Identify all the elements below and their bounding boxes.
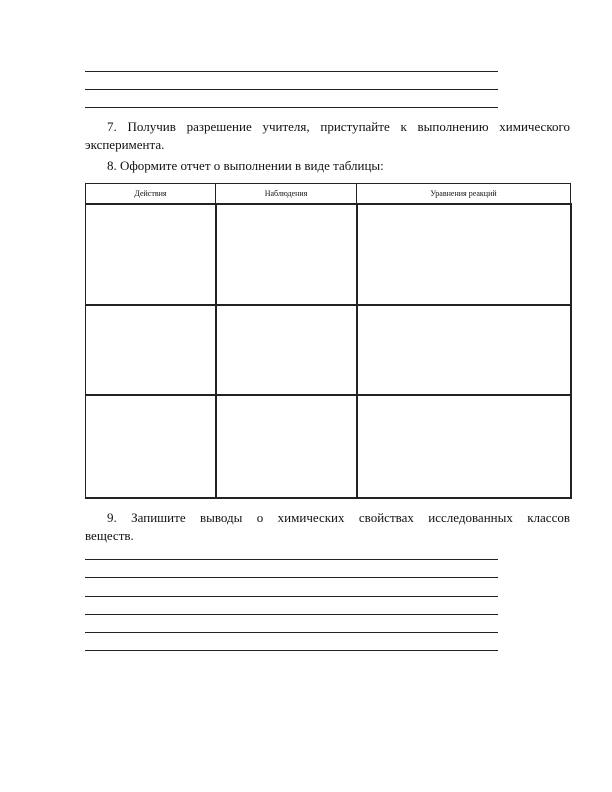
- answer-line: [85, 577, 498, 578]
- answer-line: [85, 650, 498, 651]
- answer-line: [85, 596, 498, 597]
- answer-line: [85, 107, 498, 108]
- table-cell[interactable]: [216, 204, 357, 305]
- instruction-9-line-2: веществ.: [85, 528, 134, 543]
- report-table: [85, 183, 572, 499]
- header-reaction-equations: Уравнения реакций: [357, 184, 571, 205]
- answer-line: [85, 71, 498, 72]
- table-cell[interactable]: [216, 395, 357, 498]
- table-cell[interactable]: [86, 204, 216, 305]
- table-header-row: [86, 184, 571, 205]
- instruction-7-line-2: эксперимента.: [85, 137, 165, 152]
- table-cell[interactable]: [86, 395, 216, 498]
- header-observations: Наблюдения: [216, 184, 357, 205]
- table-cell[interactable]: [357, 395, 571, 498]
- answer-line: [85, 632, 498, 633]
- instruction-7: [85, 118, 570, 154]
- header-actions: Действия: [86, 184, 216, 205]
- answer-line: [85, 614, 498, 615]
- table-row: [86, 204, 571, 305]
- table-cell[interactable]: [86, 305, 216, 395]
- instruction-9-line-1: 9. Запишите выводы о химических свойствах исследованных классов: [107, 510, 570, 525]
- instruction-7-line-1: 7. Получив разрешение учителя, приступайте к выполнению химического: [107, 119, 570, 134]
- table-row: [86, 395, 571, 498]
- table-cell[interactable]: [216, 305, 357, 395]
- instruction-9: [85, 509, 570, 545]
- instruction-8: 8. Оформите отчет о выполнении в виде таблицы:: [107, 158, 384, 173]
- table-cell[interactable]: [357, 305, 571, 395]
- table-cell[interactable]: [357, 204, 571, 305]
- answer-line: [85, 559, 498, 560]
- table-row: [86, 305, 571, 395]
- answer-line: [85, 89, 498, 90]
